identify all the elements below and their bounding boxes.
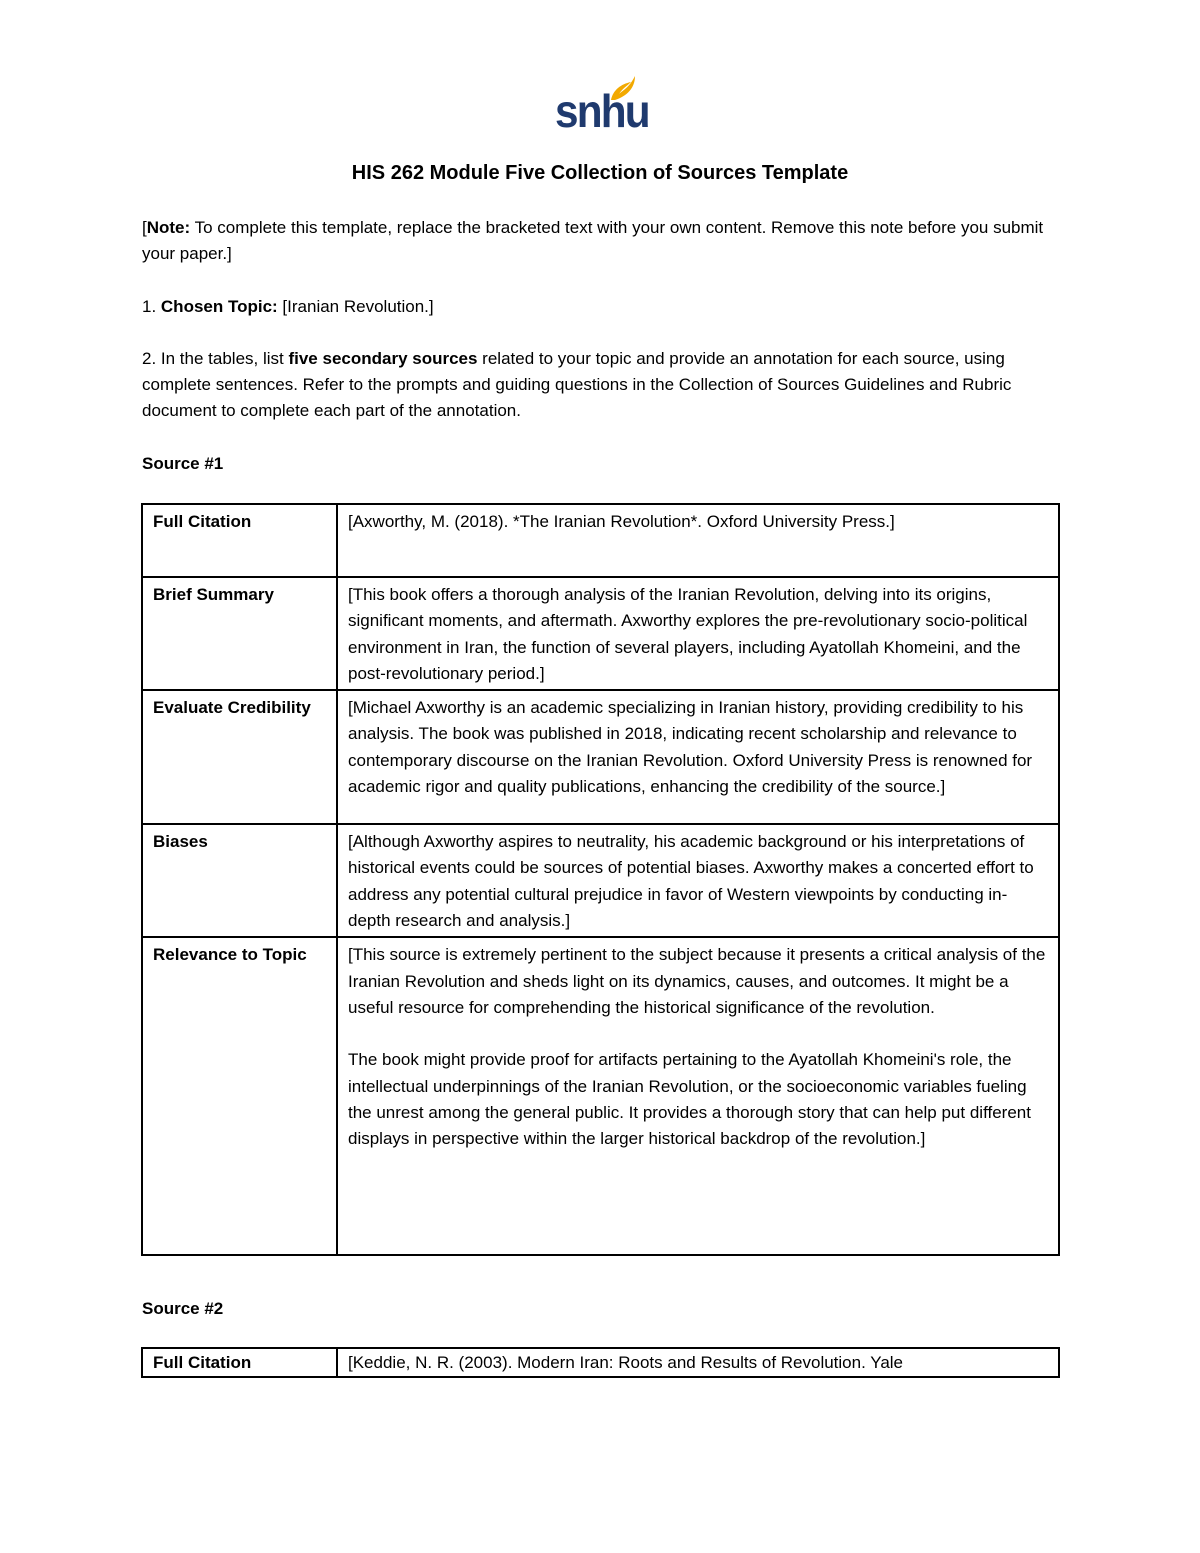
source-2-heading: Source #2 [142, 1299, 224, 1318]
note-paragraph [142, 215, 1062, 267]
source-1-table [141, 503, 1060, 1256]
instructions-emphasis: five secondary sources [288, 349, 478, 368]
row-content [337, 937, 1059, 1255]
instructions-paragraph [142, 346, 1062, 424]
row-label: Brief Summary [142, 577, 337, 690]
note-label: Note: [146, 218, 191, 237]
cell-paragraph: [Although Axworthy aspires to neutrality, his academic background or his interpretations of historical events could be sources of potential biases. Axworthy makes a concerted effort to address any potential cultural prejudice in favor of Western viewpoints by conducting in-depth research and analysis.] [348, 832, 1034, 931]
topic-label: Chosen Topic: [160, 297, 278, 316]
cell-paragraph: [Michael Axworthy is an academic specializing in Iranian history, providing credibility to his analysis. The book was published in 2018, indicating recent scholarship and relevance to contemporary discourse on the Iranian Revolution. Oxford University Press is renowned for academic rigor and quality publications, enhancing the credibility of the source.] [348, 698, 1033, 797]
table-row [142, 577, 1059, 690]
table-row [142, 937, 1059, 1255]
table-row [142, 690, 1059, 824]
topic-paragraph [142, 294, 1062, 320]
cell-paragraph: [Keddie, N. R. (2003). Modern Iran: Roots and Results of Revolution. Yale [348, 1353, 903, 1372]
note-text: To complete this template, replace the bracketed text with your own content. Remove this note before you submit your paper.] [142, 218, 1044, 263]
table-row [142, 824, 1059, 937]
cell-paragraph: [This source is extremely pertinent to the subject because it presents a critical analysis of the Iranian Revolution and sheds light on its dynamics, causes, and outcomes. It might be a useful resource for comprehending the historical significance of the revolution. [348, 945, 1046, 1017]
row-label: Biases [142, 824, 337, 937]
cell-paragraph: The book might provide proof for artifacts pertaining to the Ayatollah Khomeini's role, the intellectual underpinnings of the Iranian Revolution, or the socioeconomic variables fueling the unrest among the general public. It provides a thorough story that can help put different displays in perspective within the larger historical backdrop of the revolution.] [348, 1050, 1031, 1149]
note-open-bracket: [ [142, 218, 147, 237]
page-title: HIS 262 Module Five Collection of Sources Template [351, 162, 849, 184]
row-label: Relevance to Topic [142, 937, 337, 1255]
logo-text: snhu [555, 85, 649, 137]
row-content [337, 690, 1059, 824]
topic-number: 1. [142, 297, 161, 316]
snhu-logo [555, 74, 649, 137]
topic-value: [Iranian Revolution.] [277, 297, 434, 316]
row-label: Evaluate Credibility [142, 690, 337, 824]
table-row [142, 504, 1059, 577]
row-label: Full Citation [142, 504, 337, 577]
row-content [337, 824, 1059, 937]
cell-paragraph: [This book offers a thorough analysis of the Iranian Revolution, delving into its origins, significant moments, and aftermath. Axworthy explores the pre-revolutionary socio-political environment in Iran, the function of several players, including Ayatollah Khomeini, and the post-revolutionary period.] [348, 585, 1028, 683]
table-row [142, 1348, 1059, 1377]
source-2-table [141, 1347, 1060, 1378]
cell-paragraph: [Axworthy, M. (2018). *The Iranian Revolution*. Oxford University Press.] [348, 512, 895, 531]
row-label: Full Citation [142, 1348, 337, 1377]
source-1-heading: Source #1 [142, 454, 224, 473]
paragraph-gap [348, 1021, 1048, 1047]
row-content [337, 504, 1059, 577]
instructions-suffix: related to your topic and provide an annotation for each source, using complete sentences. Refer to the prompts and guiding questions in the Collection of Sources Guidelines and Rubric document to complete each part of the annotation. [142, 349, 1012, 420]
instructions-prefix: 2. In the tables, list [142, 349, 289, 368]
row-content [337, 577, 1059, 690]
row-content [337, 1348, 1059, 1377]
